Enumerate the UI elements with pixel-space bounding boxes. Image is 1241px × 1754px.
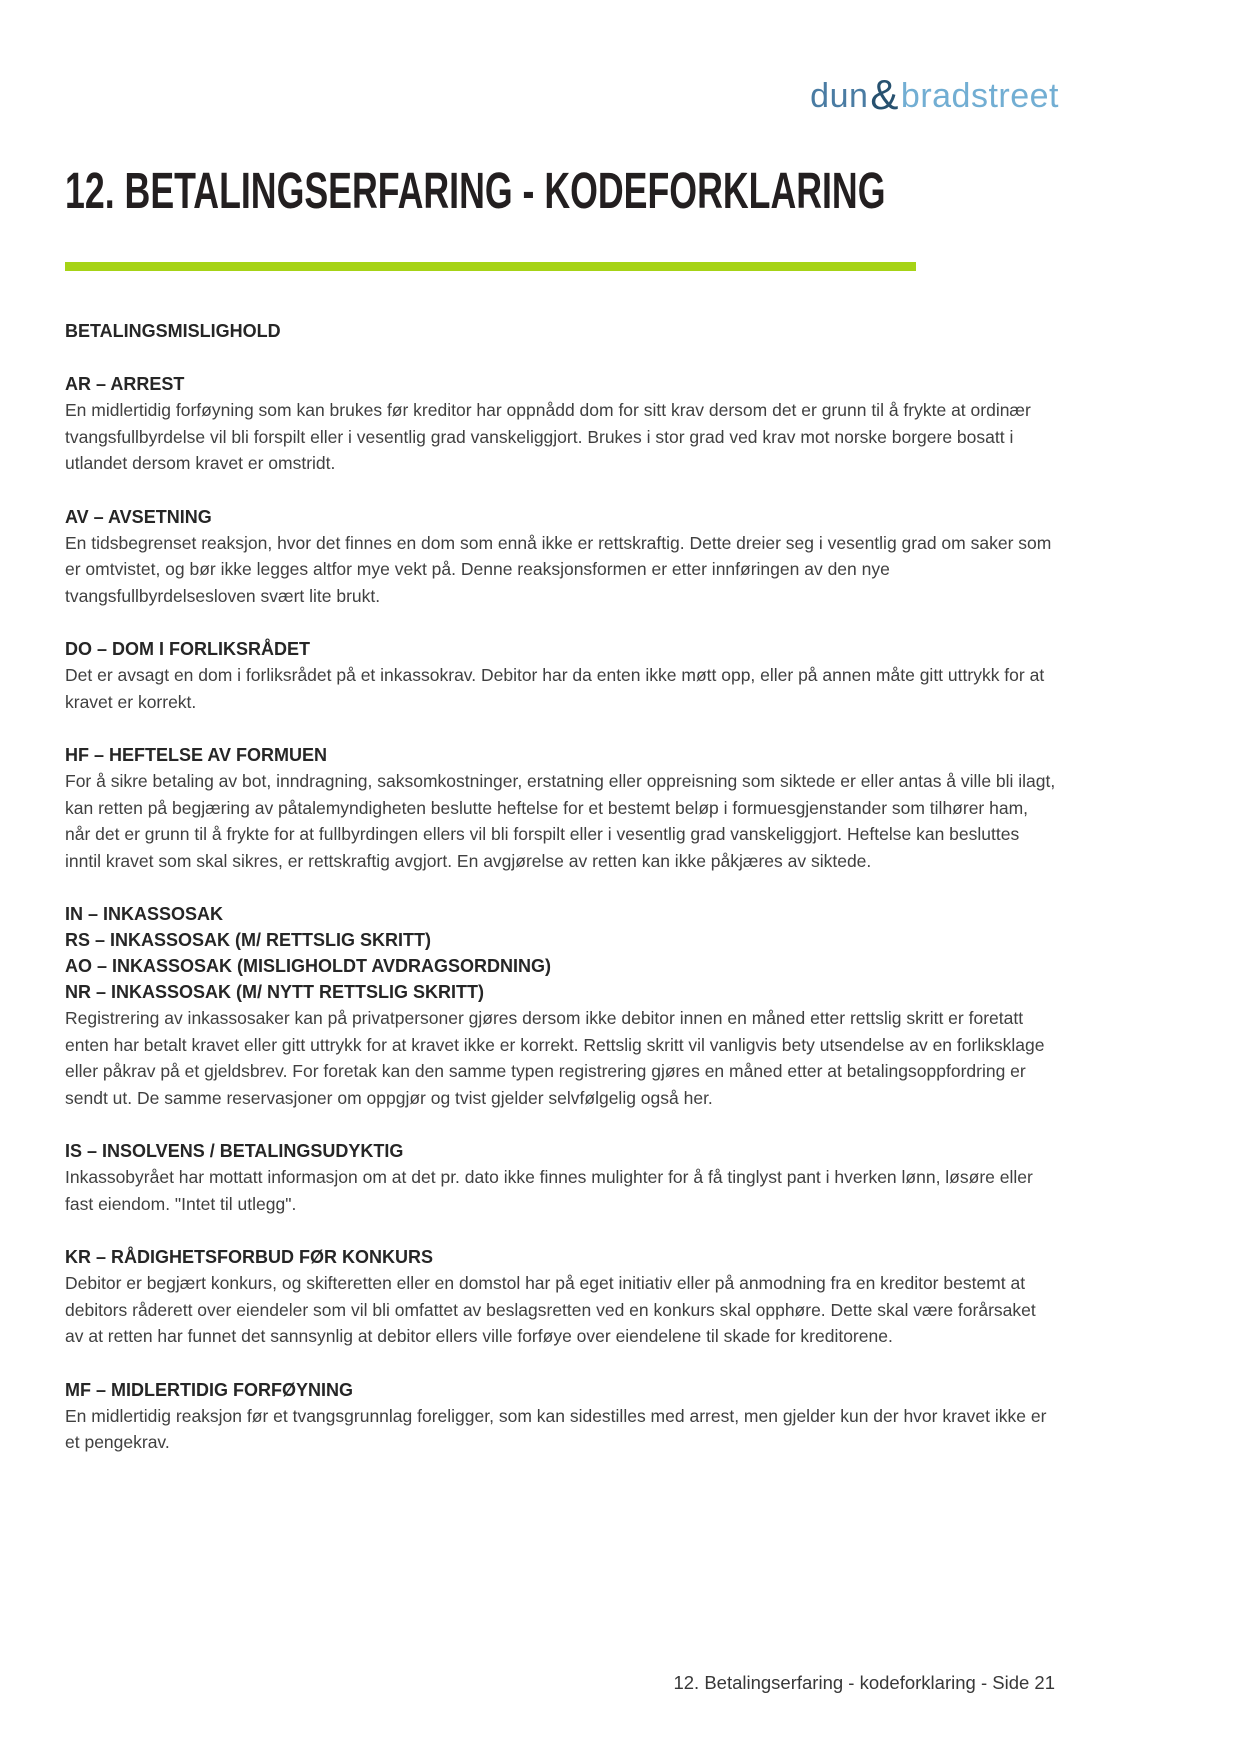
code-heading: AR – ARREST [65, 374, 185, 394]
section-hf-heftelse-av-formuen [65, 742, 1057, 874]
code-description: Inkassobyrået har mottatt informasjon om at det pr. dato ikke finnes mulighter for å få tinglyst pant i hverken lønn, løsøre eller fast eiendom. "Intet til utlegg". [65, 1167, 1033, 1214]
logo-text-bradstreet: bradstreet [900, 77, 1059, 115]
page-footer: 12. Betalingserfaring - kodeforklaring - Side 21 [673, 1672, 1055, 1693]
section-mf-midlertidig-forfoyning [65, 1377, 1057, 1456]
code-description: En tidsbegrenset reaksjon, hvor det finnes en dom som ennå ikke er rettskraftig. Dette dreier seg i vesentlig grad om saker som er omtvistet, og bør ikke legges altfor mye vekt på. Denne reaksjonsformen er etter innføringen av den nye tvangsfullbyrdelsesloven svært lite brukt. [65, 532, 1052, 606]
code-heading: KR – RÅDIGHETSFORBUD FØR KONKURS [65, 1247, 434, 1267]
logo-text-dun: dun [810, 77, 869, 115]
section-av-avsetning [65, 504, 1057, 610]
code-heading: NR – INKASSOSAK (M/ NYTT RETTSLIG SKRITT) [65, 982, 485, 1002]
code-heading: RS – INKASSOSAK (M/ RETTSLIG SKRITT) [65, 930, 432, 950]
code-heading: DO – DOM I FORLIKSRÅDET [65, 639, 311, 659]
code-description: For å sikre betaling av bot, inndragning, saksomkostninger, erstatning eller oppreisning som siktede er eller antas å ville bli ilagt, kan retten på begjæring av påtalemyndigheten beslutte heftelse for et bestemt beløp i formuesgjenstander som tilhører ham, når det er grunn til å frykte for at fullbyrdingen ellers vil bli forspilt eller i vesentlig grad vanskeliggjort. Heftelse kan besluttes inntil kravet som skal sikres, er rettskraftig avgjort. En avgjørelse av retten kan ikke påkjæres av siktede. [65, 771, 1056, 871]
category-heading: BETALINGSMISLIGHOLD [65, 321, 281, 341]
code-description: Registrering av inkassosaker kan på privatpersoner gjøres dersom ikke debitor innen en måned etter rettslig skritt er foretatt enten har betalt kravet eller gitt uttrykk for at kravet ikke er korrekt. Rettslig skritt vil vanligvis bety utsendelse av en forliksklage eller påkrav på et gjeldsbrev. For foretak kan den samme typen registrering gjøres en måned etter at betalingsoppfordring er sendt ut. De samme reservasjoner om oppgjør og tvist gjelder selvfølgelig også her. [65, 1008, 1045, 1108]
document-body [65, 318, 1057, 1456]
code-heading: IS – INSOLVENS / BETALINGSUDYKTIG [65, 1141, 404, 1161]
code-description: Det er avsagt en dom i forliksrådet på et inkassokrav. Debitor har da enten ikke møtt opp, eller på annen måte gitt uttrykk for at kravet er korrekt. [65, 665, 1045, 712]
title-underline-rule [65, 262, 916, 271]
ampersand-icon: & [870, 71, 899, 118]
section-kr-radighetsforbud [65, 1244, 1057, 1350]
code-heading: MF – MIDLERTIDIG FORFØYNING [65, 1379, 353, 1400]
code-heading: IN – INKASSOSAK [65, 904, 224, 924]
code-heading: AV – AVSETNING [65, 506, 212, 527]
section-ar-arrest [65, 371, 1057, 477]
code-heading: AO – INKASSOSAK (MISLIGHOLDT AVDRAGSORDNING) [65, 956, 552, 976]
section-do-dom-i-forliksradet [65, 636, 1057, 715]
dun-bradstreet-logo [810, 71, 1059, 118]
code-description: En midlertidig reaksjon før et tvangsgrunnlag foreligger, som kan sidestilles med arrest, men gjelder kun der hvor kravet ikke er et pengekrav. [65, 1405, 1047, 1452]
section-inkassosak-codes [65, 901, 1057, 1111]
code-description: Debitor er begjært konkurs, og skifteretten eller en domstol har på eget initiativ eller på anmodning fra en kreditor bestemt at debitors råderett over eiendeler som vil bli omfattet av beslagsretten ved en konkurs skal opphøre. Dette skal være forårsaket av at retten har funnet det sannsynlig at debitor ellers ville forføye over eiendelene til skade for kreditorene. [65, 1273, 1036, 1346]
title-block [65, 162, 1185, 219]
code-heading: HF – HEFTELSE AV FORMUEN [65, 745, 328, 765]
code-description: En midlertidig forføyning som kan brukes før kreditor har oppnådd dom for sitt krav dersom det er grunn til å frykte at ordinær tvangsfullbyrdelse vil bli forspilt eller i vesentlig grad vanskeliggjort. Brukes i stor grad ved krav mot norske borgere bosatt i utlandet dersom kravet er omstridt. [65, 400, 1031, 473]
section-is-insolvens [65, 1138, 1057, 1217]
page-title: 12. BETALINGSERFARING - KODEFORKLARING [65, 162, 886, 219]
